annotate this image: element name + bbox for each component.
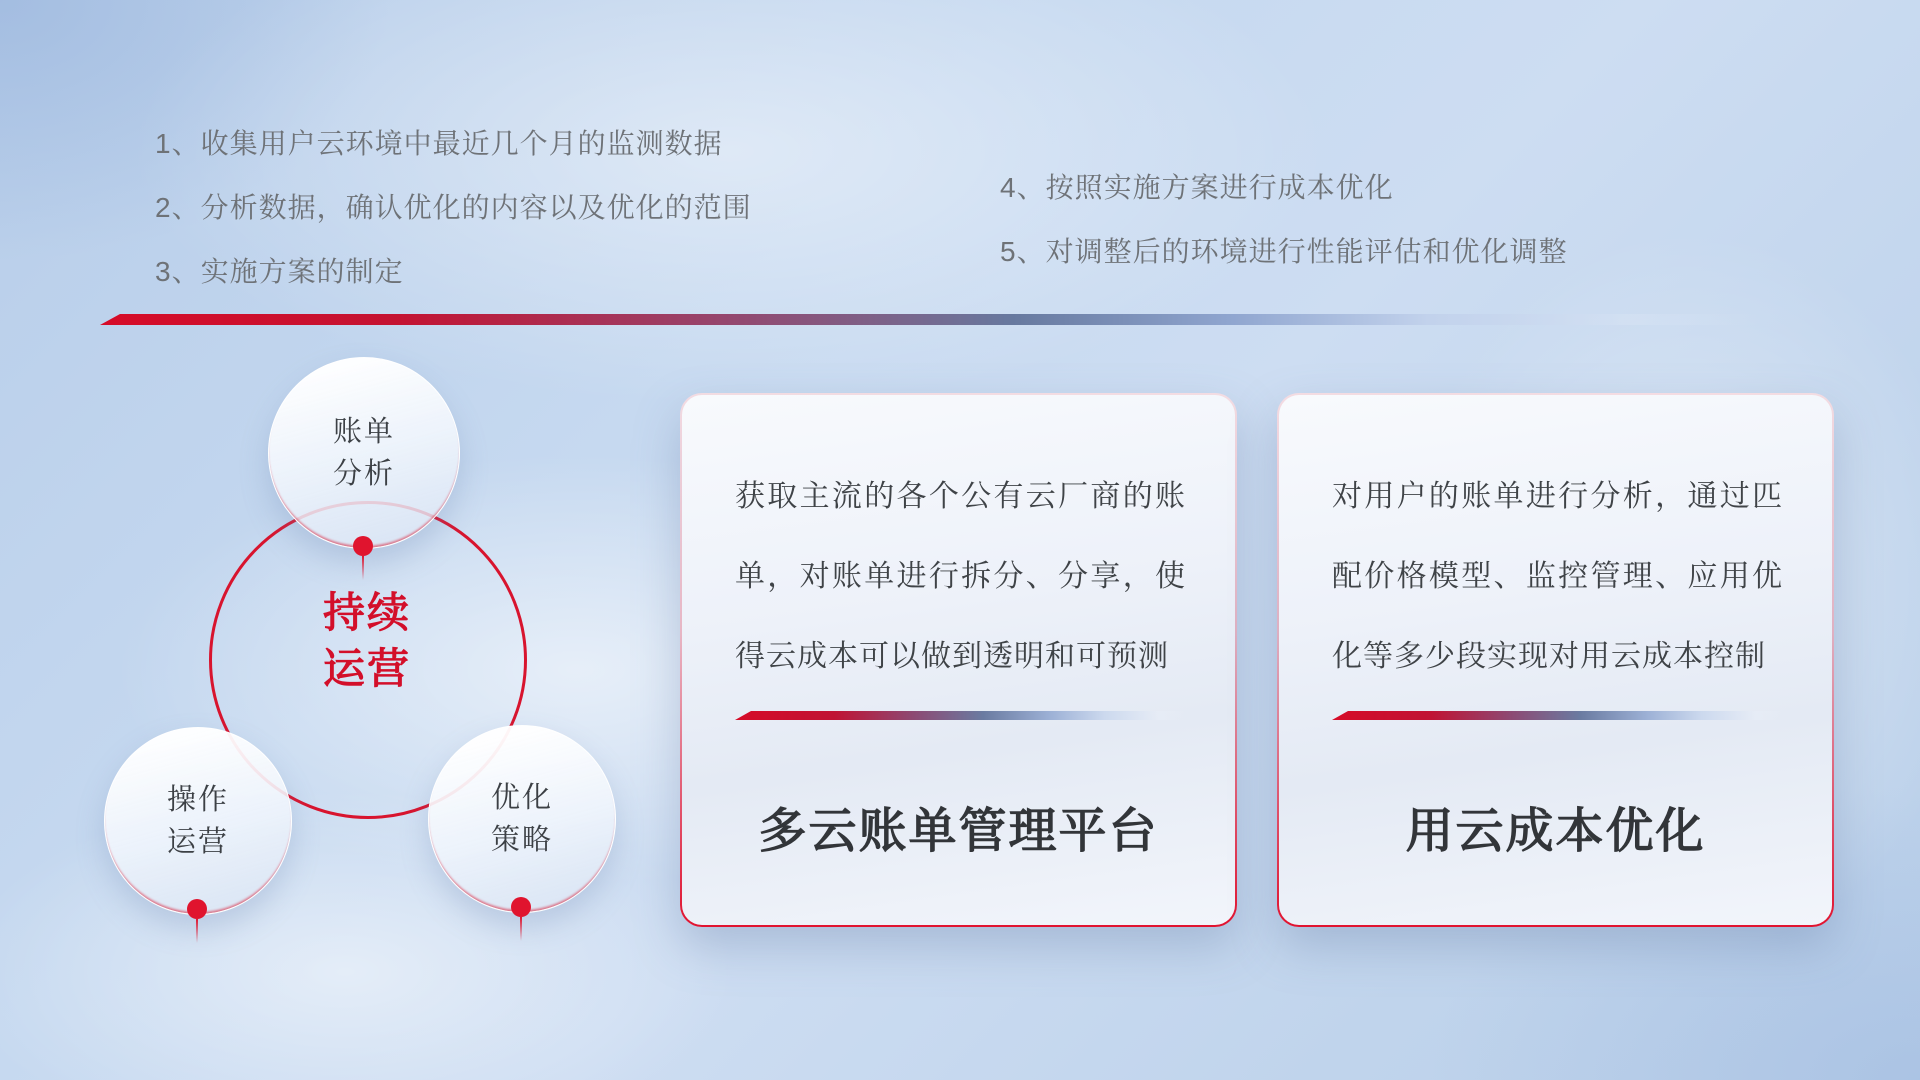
card-divider — [1332, 711, 1783, 720]
card-body-text: 对用户的账单进行分析，通过匹配价格模型、监控管理、应用优化等多少段实现对用云成本控制 — [1332, 480, 1783, 673]
loop-center-line: 运营 — [322, 645, 411, 692]
connector-tail — [196, 919, 198, 943]
connector-tail — [362, 556, 364, 580]
step-item-3: 3、实施方案的制定 — [155, 256, 404, 287]
loop-center-label — [247, 585, 487, 697]
bubble-label — [491, 777, 553, 861]
connector-dot — [187, 899, 207, 919]
step-list-right — [1000, 156, 1568, 284]
card-title: 多云账单管理平台 — [758, 805, 1159, 858]
step-list-left — [155, 112, 752, 304]
connector-tail — [520, 917, 522, 941]
step-item-4: 4、按照实施方案进行成本优化 — [1000, 172, 1394, 203]
step-item-2: 2、分析数据，确认优化的内容以及优化的范围 — [155, 192, 752, 223]
diagram-bubble-strategy — [428, 725, 616, 913]
bubble-label — [167, 779, 229, 863]
loop-center-line: 持续 — [322, 589, 411, 636]
connector-dot — [353, 536, 373, 556]
card-multicloud-billing — [680, 393, 1237, 927]
card-title: 用云成本优化 — [1405, 805, 1706, 858]
bubble-label-line: 操作 — [166, 784, 229, 816]
bubble-label-line: 策略 — [490, 824, 553, 856]
bubble-label — [333, 411, 395, 495]
card-cloud-cost-optimization — [1277, 393, 1834, 927]
connector-dot — [511, 897, 531, 917]
section-divider — [100, 314, 1760, 325]
bubble-label-line: 运营 — [166, 826, 229, 858]
card-inner — [1279, 395, 1832, 925]
bubble-label-line: 账单 — [332, 416, 395, 448]
step-item-5: 5、对调整后的环境进行性能评估和优化调整 — [1000, 236, 1568, 267]
diagram-bubble-operation — [104, 727, 292, 915]
bubble-label-line: 分析 — [332, 458, 395, 490]
card-body-text: 获取主流的各个公有云厂商的账单，对账单进行拆分、分享，使得云成本可以做到透明和可预测 — [735, 480, 1186, 673]
diagram-bubble-billing-analysis — [268, 357, 460, 549]
card-inner — [682, 395, 1235, 925]
bubble-label-line: 优化 — [490, 782, 553, 814]
card-divider — [735, 711, 1186, 720]
step-item-1: 1、收集用户云环境中最近几个月的监测数据 — [155, 128, 723, 159]
